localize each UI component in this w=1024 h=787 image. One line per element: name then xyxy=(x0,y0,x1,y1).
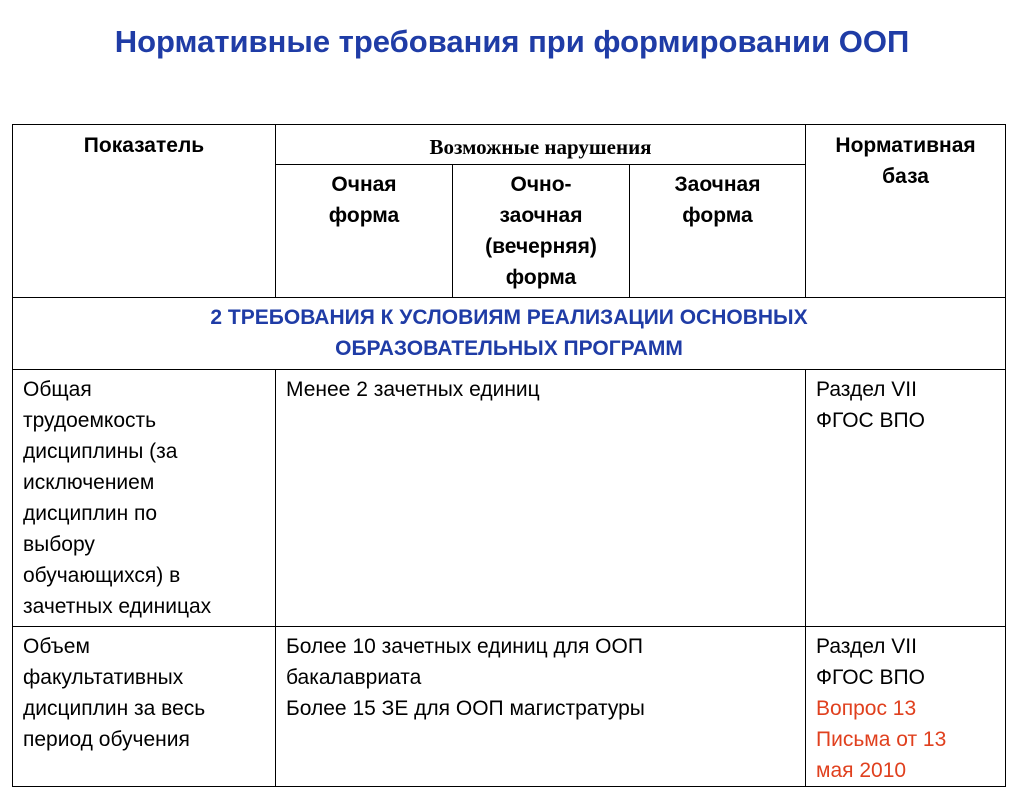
header-part-time-form: Очно- заочная (вечерняя) форма xyxy=(453,165,630,298)
header-distance-form: Заочная форма xyxy=(630,165,806,298)
header-normative-basis: Нормативная база xyxy=(806,125,1006,298)
letter-reference: Письма от 13 xyxy=(816,728,947,751)
section-heading: 2 ТРЕБОВАНИЯ К УСЛОВИЯМ РЕАЛИЗАЦИИ ОСНОВНЫХ ОБРАЗОВАТЕЛЬНЫХ ПРОГРАММ xyxy=(13,298,1006,370)
row-2-basis: Раздел VII ФГОС ВПО Вопрос 13 Письма от 13 мая 2010 xyxy=(806,627,1006,787)
page-title: Нормативные требования при формировании ООП xyxy=(114,24,910,59)
header-indicator: Показатель xyxy=(13,125,276,298)
row-2-indicator: Объем факультативных дисциплин за весь период обучения xyxy=(13,627,276,787)
row-1-basis: Раздел VII ФГОС ВПО xyxy=(806,370,1006,627)
header-full-time-form: Очная форма xyxy=(276,165,453,298)
row-1-violation: Менее 2 зачетных единиц xyxy=(276,370,806,627)
letter-reference: Вопрос 13 xyxy=(816,697,917,720)
header-violations: Возможные нарушения xyxy=(276,125,806,165)
row-2-violation: Более 10 зачетных единиц для ООП бакалавриата Более 15 ЗЕ для ООП магистратуры xyxy=(276,627,806,787)
requirements-table xyxy=(12,124,1006,787)
letter-reference: мая 2010 xyxy=(816,759,907,782)
row-1-indicator: Общая трудоемкость дисциплины (за исключением дисциплин по выбору обучающихся) в зачетных единицах xyxy=(13,370,276,627)
